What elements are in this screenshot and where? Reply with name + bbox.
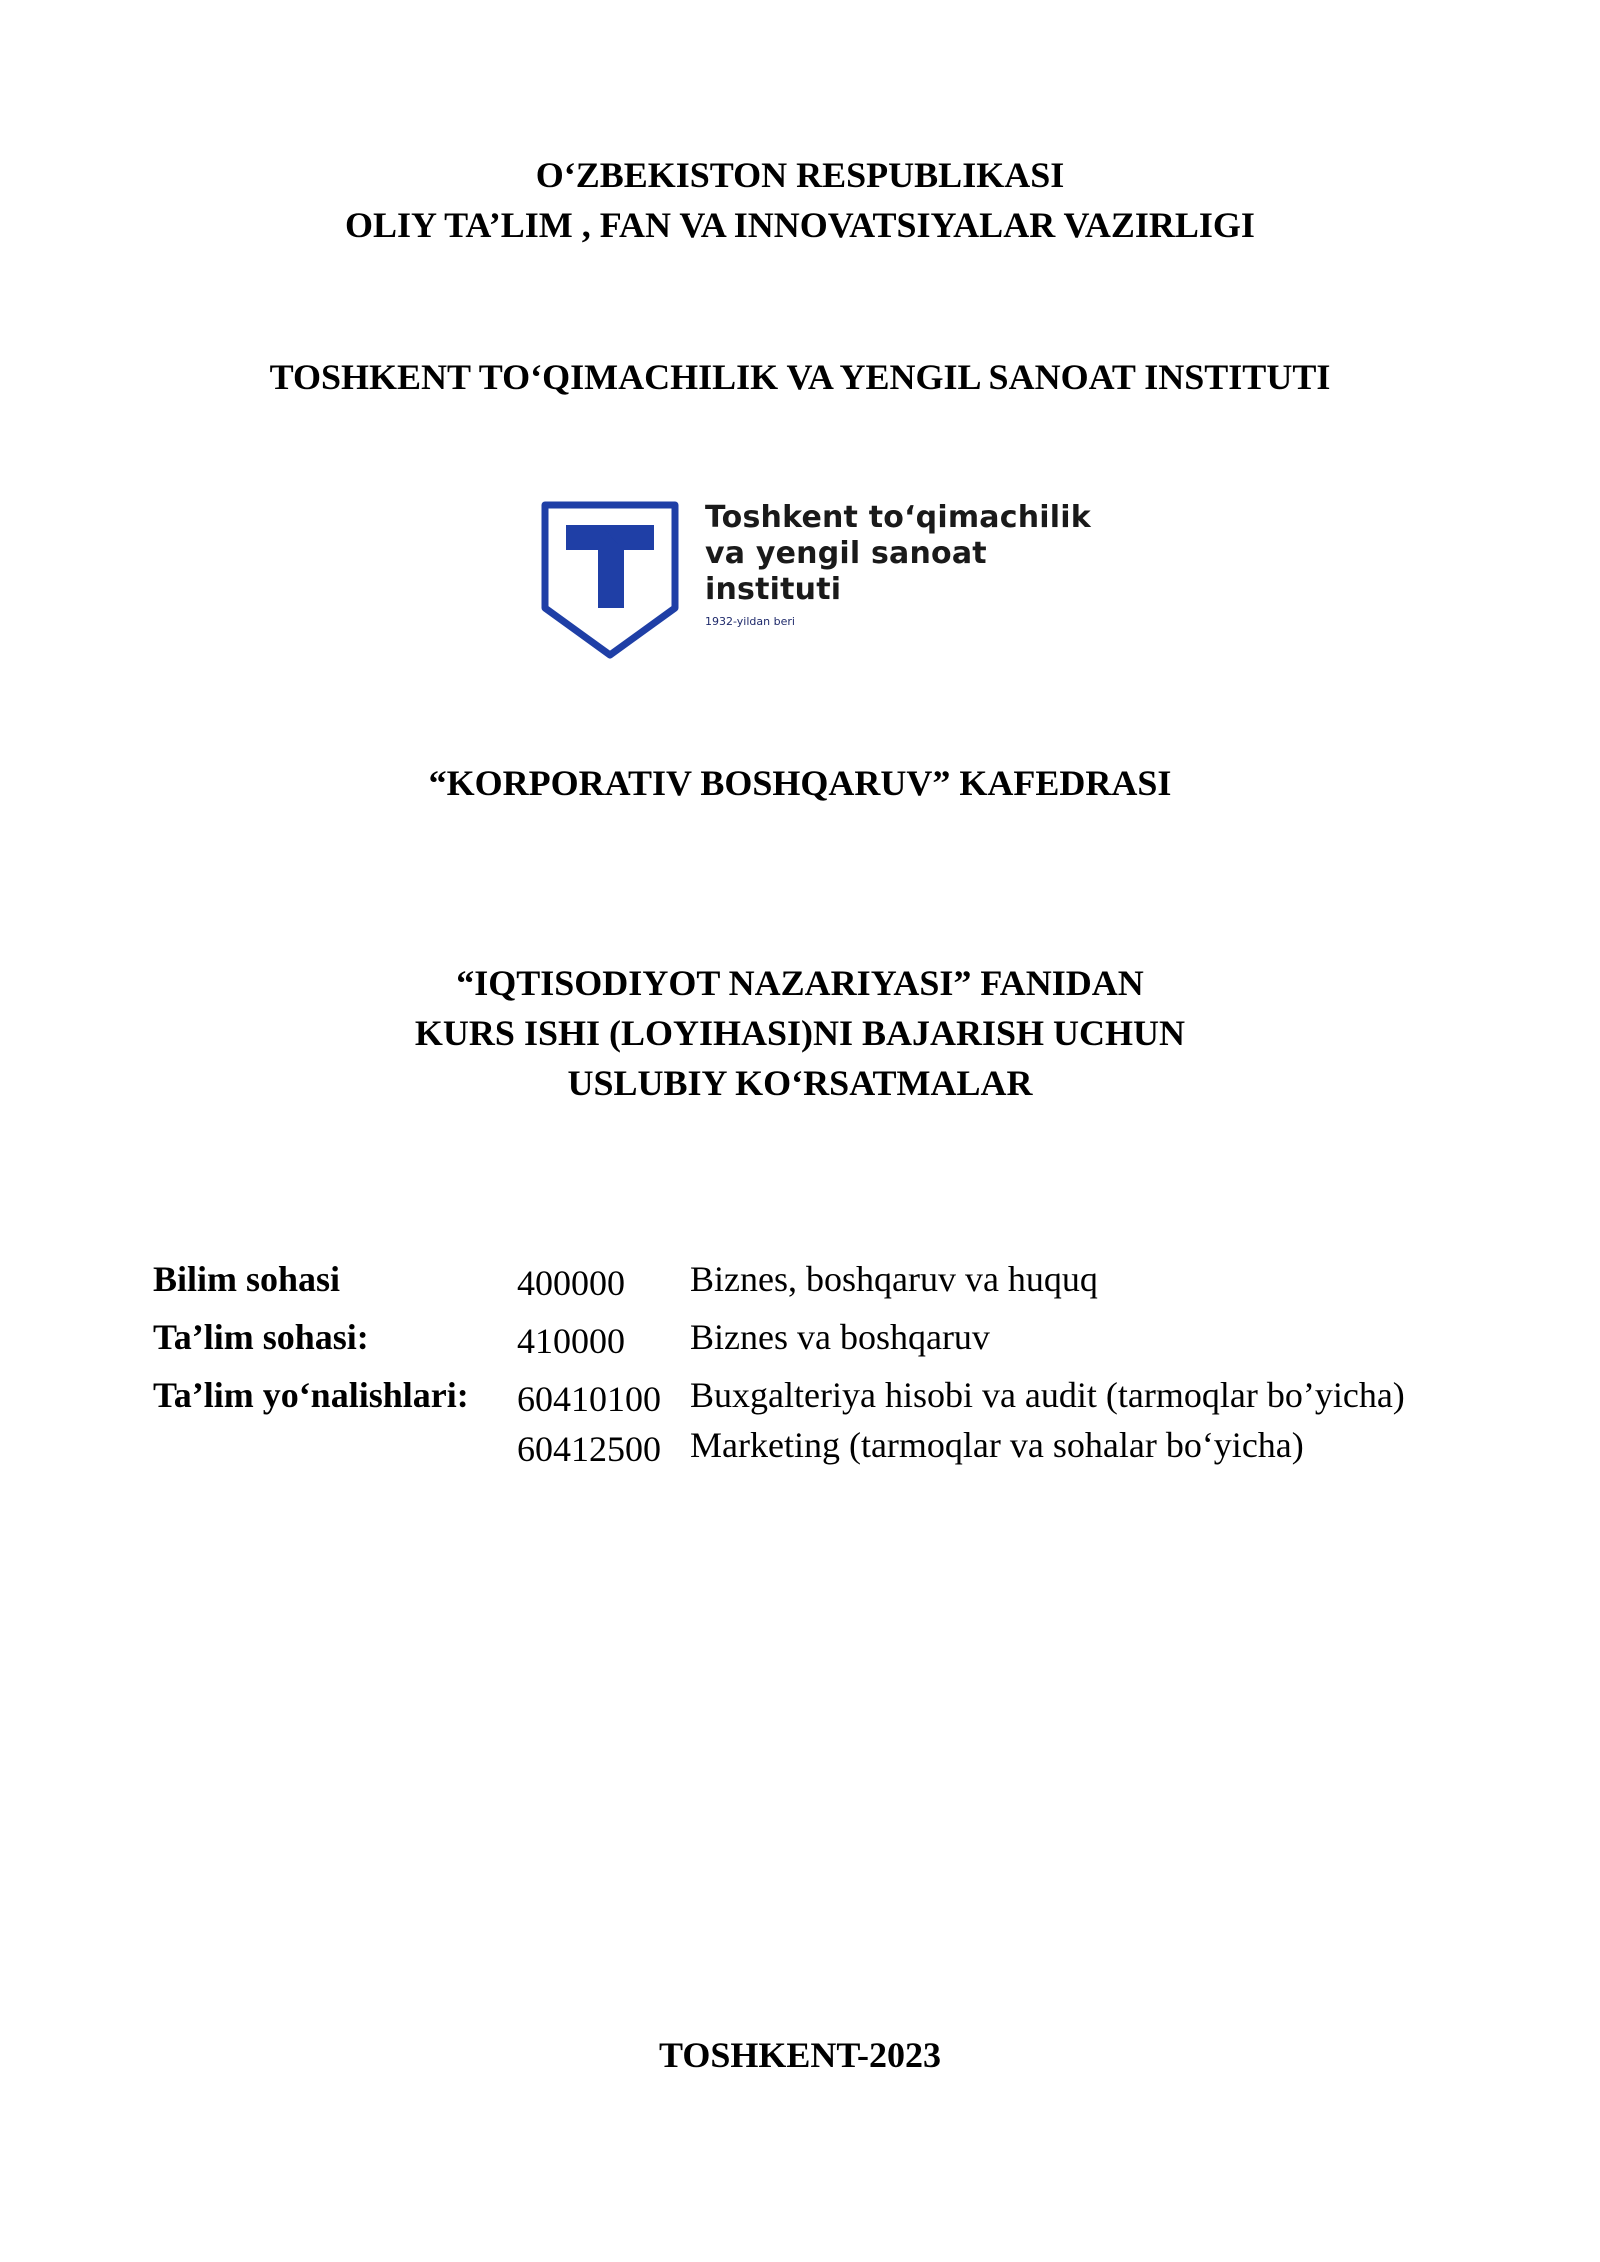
info-desc: Buxgalteriya hisobi va audit (tarmoqlar bo’yicha)	[690, 1375, 1405, 1415]
info-code: 400000	[517, 1263, 625, 1303]
logo-line-3: instituti	[705, 572, 842, 607]
logo-since: 1932-yildan beri	[705, 615, 795, 628]
info-code: 60410100	[517, 1379, 661, 1419]
ministry-heading: OLIY TA’LIM , FAN VA INNOVATSIYALAR VAZIRLIGI	[345, 205, 1255, 245]
info-label: Ta’lim sohasi:	[153, 1317, 369, 1357]
info-desc: Biznes, boshqaruv va huquq	[690, 1259, 1098, 1299]
info-desc: Marketing (tarmoqlar va sohalar bo‘yicha)	[690, 1425, 1304, 1465]
institute-heading: TOSHKENT TO‘QIMACHILIK VA YENGIL SANOAT INSTITUTI	[269, 357, 1331, 397]
institute-logo	[540, 500, 1100, 660]
footer-city-year: TOSHKENT-2023	[658, 2035, 942, 2075]
department-heading: “KORPORATIV BOSHQARUV” KAFEDRASI	[428, 763, 1172, 803]
info-code: 410000	[517, 1321, 625, 1361]
title-line-3: USLUBIY KO‘RSATMALAR	[567, 1063, 1033, 1103]
logo-wordmark	[705, 500, 1091, 630]
republic-heading: O‘ZBEKISTON RESPUBLIKASI	[535, 155, 1065, 195]
info-code: 60412500	[517, 1429, 661, 1469]
info-label: Ta’lim yo‘nalishlari:	[153, 1375, 469, 1415]
info-label: Bilim sohasi	[153, 1259, 341, 1299]
info-desc: Biznes va boshqaruv	[690, 1317, 990, 1357]
logo-line-2: va yengil sanoat	[705, 536, 987, 571]
shield-t-logo-icon	[540, 500, 680, 660]
title-line-2: KURS ISHI (LOYIHASI)NI BAJARISH UCHUN	[414, 1013, 1186, 1053]
title-line-1: “IQTISODIYOT NAZARIYASI” FANIDAN	[456, 963, 1144, 1003]
logo-line-1: Toshkent to‘qimachilik	[705, 500, 1091, 535]
